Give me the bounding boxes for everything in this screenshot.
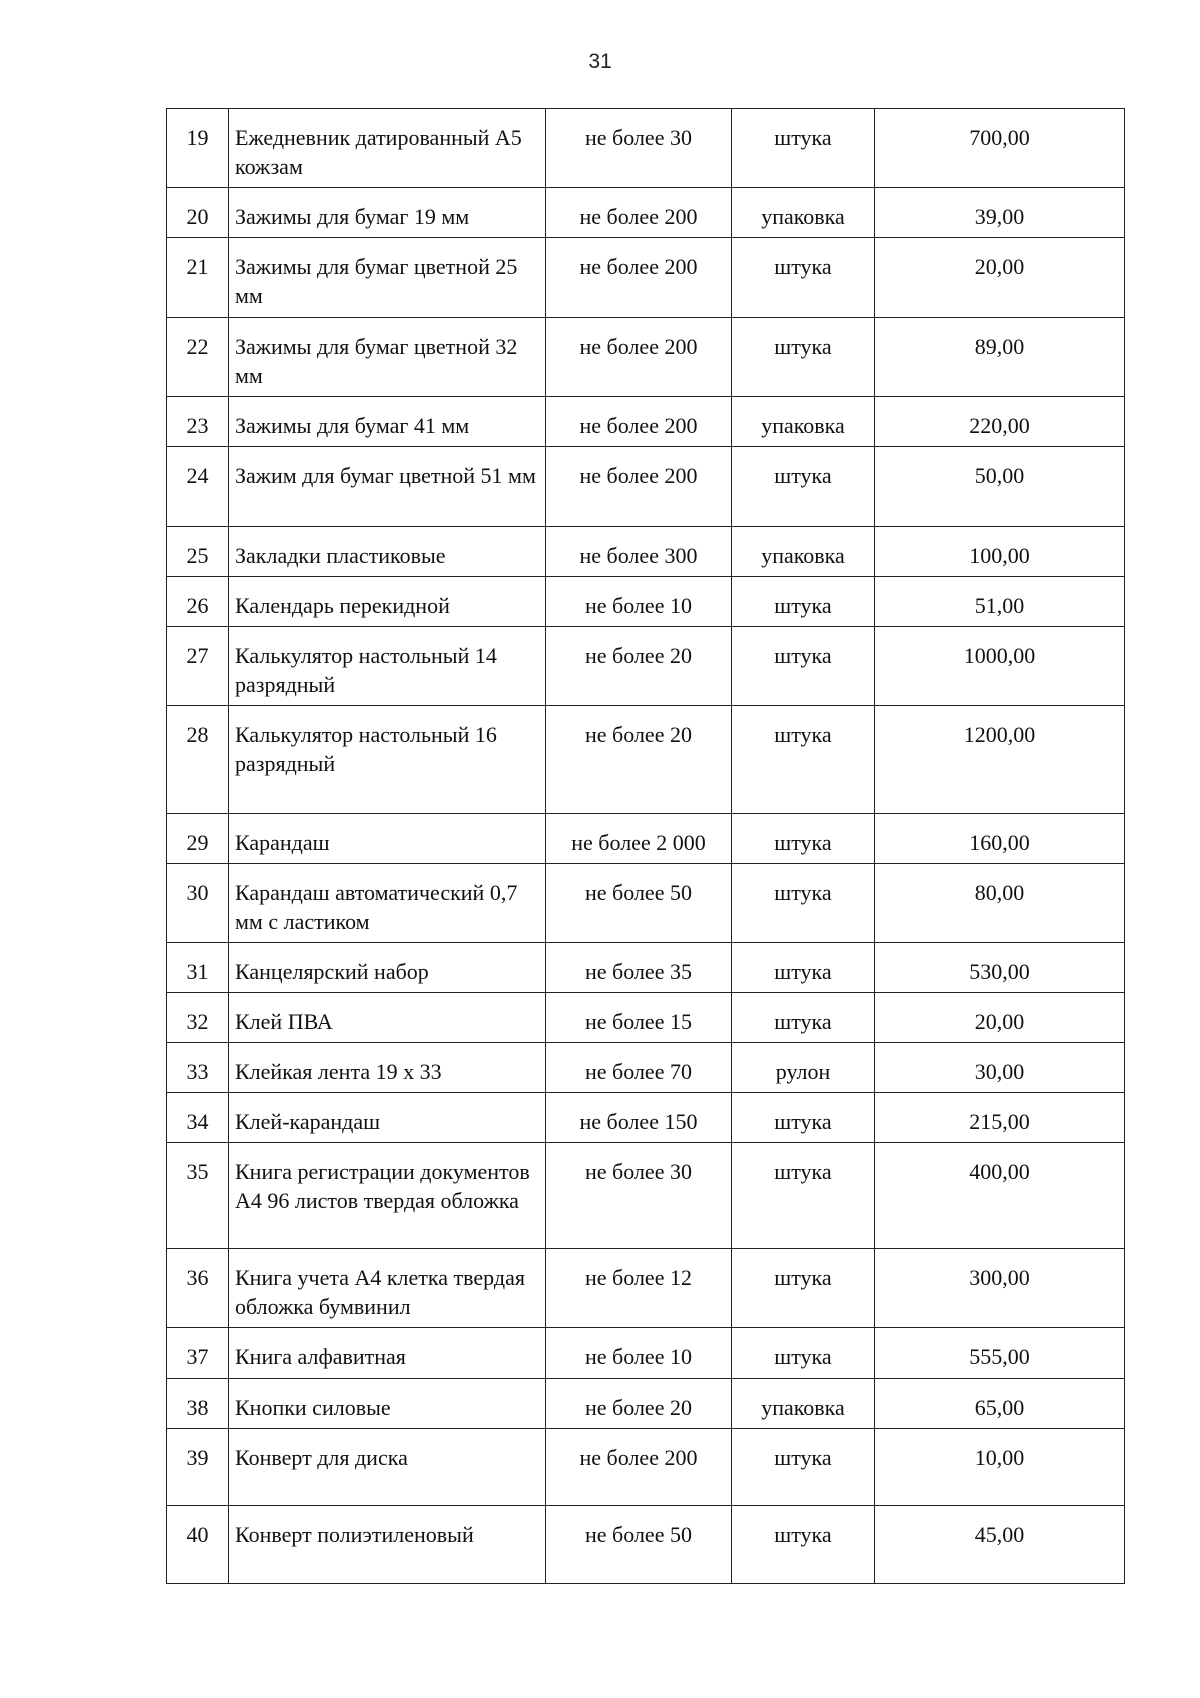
row-number: 34 <box>167 1093 229 1143</box>
item-price: 700,00 <box>875 109 1125 188</box>
item-name: Кнопки силовые <box>229 1379 546 1429</box>
table-row <box>167 527 1125 577</box>
table-row <box>167 577 1125 627</box>
table-row <box>167 1043 1125 1093</box>
row-number: 27 <box>167 627 229 706</box>
item-price: 89,00 <box>875 318 1125 397</box>
item-unit: рулон <box>732 1043 875 1093</box>
table-row <box>167 188 1125 238</box>
table-body <box>167 109 1125 1584</box>
item-price: 20,00 <box>875 993 1125 1043</box>
item-quantity: не более 15 <box>546 993 732 1043</box>
item-unit: штука <box>732 1143 875 1249</box>
item-unit: штука <box>732 238 875 318</box>
item-quantity: не более 20 <box>546 1379 732 1429</box>
item-unit: упаковка <box>732 527 875 577</box>
item-quantity: не более 30 <box>546 1143 732 1249</box>
item-quantity: не более 150 <box>546 1093 732 1143</box>
item-name: Книга регистрации документов А4 96 листов твердая обложка <box>229 1143 546 1249</box>
item-quantity: не более 200 <box>546 447 732 527</box>
item-price: 220,00 <box>875 397 1125 447</box>
item-price: 215,00 <box>875 1093 1125 1143</box>
item-unit: штука <box>732 627 875 706</box>
item-name: Калькулятор настольный 16 разрядный <box>229 706 546 814</box>
page-number: 31 <box>588 50 612 73</box>
table-row <box>167 397 1125 447</box>
item-price: 51,00 <box>875 577 1125 627</box>
item-unit: упаковка <box>732 188 875 238</box>
item-quantity: не более 12 <box>546 1249 732 1328</box>
item-quantity: не более 50 <box>546 864 732 943</box>
item-quantity: не более 200 <box>546 188 732 238</box>
item-name: Конверт полиэтиленовый <box>229 1506 546 1584</box>
row-number: 21 <box>167 238 229 318</box>
row-number: 31 <box>167 943 229 993</box>
item-price: 100,00 <box>875 527 1125 577</box>
item-quantity: не более 300 <box>546 527 732 577</box>
item-quantity: не более 200 <box>546 397 732 447</box>
item-name: Книга учета А4 клетка твердая обложка бумвинил <box>229 1249 546 1328</box>
item-quantity: не более 20 <box>546 627 732 706</box>
item-quantity: не более 30 <box>546 109 732 188</box>
item-price: 10,00 <box>875 1429 1125 1506</box>
item-name: Конверт для диска <box>229 1429 546 1506</box>
item-quantity: не более 200 <box>546 318 732 397</box>
row-number: 19 <box>167 109 229 188</box>
item-unit: штука <box>732 993 875 1043</box>
row-number: 36 <box>167 1249 229 1328</box>
item-price: 45,00 <box>875 1506 1125 1584</box>
row-number: 26 <box>167 577 229 627</box>
item-quantity: не более 10 <box>546 1328 732 1379</box>
table-row <box>167 318 1125 397</box>
item-unit: штука <box>732 814 875 864</box>
item-name: Карандаш автоматический 0,7 мм с ластиком <box>229 864 546 943</box>
row-number: 33 <box>167 1043 229 1093</box>
item-name: Карандаш <box>229 814 546 864</box>
item-quantity: не более 2 000 <box>546 814 732 864</box>
table-row <box>167 864 1125 943</box>
table-row <box>167 814 1125 864</box>
table-row <box>167 1249 1125 1328</box>
item-price: 20,00 <box>875 238 1125 318</box>
item-name: Клей ПВА <box>229 993 546 1043</box>
item-unit: штука <box>732 318 875 397</box>
item-price: 80,00 <box>875 864 1125 943</box>
row-number: 40 <box>167 1506 229 1584</box>
row-number: 35 <box>167 1143 229 1249</box>
item-name: Клей-карандаш <box>229 1093 546 1143</box>
item-name: Калькулятор настольный 14 разрядный <box>229 627 546 706</box>
item-price: 50,00 <box>875 447 1125 527</box>
item-unit: штука <box>732 943 875 993</box>
table-row <box>167 1328 1125 1379</box>
item-name: Книга алфавитная <box>229 1328 546 1379</box>
row-number: 32 <box>167 993 229 1043</box>
item-price: 400,00 <box>875 1143 1125 1249</box>
item-name: Зажимы для бумаг 19 мм <box>229 188 546 238</box>
table-row <box>167 943 1125 993</box>
item-name: Закладки пластиковые <box>229 527 546 577</box>
item-unit: штука <box>732 109 875 188</box>
item-unit: упаковка <box>732 1379 875 1429</box>
item-unit: штука <box>732 1328 875 1379</box>
item-name: Календарь перекидной <box>229 577 546 627</box>
row-number: 39 <box>167 1429 229 1506</box>
row-number: 23 <box>167 397 229 447</box>
row-number: 20 <box>167 188 229 238</box>
item-price: 530,00 <box>875 943 1125 993</box>
item-unit: штука <box>732 864 875 943</box>
item-unit: штука <box>732 1506 875 1584</box>
table-row <box>167 627 1125 706</box>
item-name: Клейкая лента 19 х 33 <box>229 1043 546 1093</box>
item-price: 30,00 <box>875 1043 1125 1093</box>
item-price: 300,00 <box>875 1249 1125 1328</box>
row-number: 25 <box>167 527 229 577</box>
item-quantity: не более 35 <box>546 943 732 993</box>
row-number: 28 <box>167 706 229 814</box>
table-row <box>167 706 1125 814</box>
table-row <box>167 447 1125 527</box>
item-unit: штука <box>732 706 875 814</box>
item-quantity: не более 20 <box>546 706 732 814</box>
table-row <box>167 1143 1125 1249</box>
row-number: 29 <box>167 814 229 864</box>
table-row <box>167 109 1125 188</box>
item-unit: штука <box>732 1093 875 1143</box>
table-row <box>167 1093 1125 1143</box>
item-unit: штука <box>732 1429 875 1506</box>
row-number: 22 <box>167 318 229 397</box>
row-number: 38 <box>167 1379 229 1429</box>
item-unit: штука <box>732 577 875 627</box>
item-name: Ежедневник датированный А5 кожзам <box>229 109 546 188</box>
supplies-table <box>166 108 1125 1584</box>
item-quantity: не более 10 <box>546 577 732 627</box>
table-row <box>167 238 1125 318</box>
row-number: 30 <box>167 864 229 943</box>
item-quantity: не более 200 <box>546 238 732 318</box>
item-name: Зажим для бумаг цветной 51 мм <box>229 447 546 527</box>
item-quantity: не более 70 <box>546 1043 732 1093</box>
item-name: Канцелярский набор <box>229 943 546 993</box>
item-price: 1000,00 <box>875 627 1125 706</box>
item-name: Зажимы для бумаг цветной 25 мм <box>229 238 546 318</box>
item-unit: штука <box>732 447 875 527</box>
item-quantity: не более 50 <box>546 1506 732 1584</box>
item-price: 555,00 <box>875 1328 1125 1379</box>
item-price: 160,00 <box>875 814 1125 864</box>
table-row <box>167 1379 1125 1429</box>
item-price: 1200,00 <box>875 706 1125 814</box>
item-price: 65,00 <box>875 1379 1125 1429</box>
item-name: Зажимы для бумаг цветной 32 мм <box>229 318 546 397</box>
item-price: 39,00 <box>875 188 1125 238</box>
item-quantity: не более 200 <box>546 1429 732 1506</box>
item-unit: штука <box>732 1249 875 1328</box>
item-name: Зажимы для бумаг 41 мм <box>229 397 546 447</box>
table-row <box>167 1506 1125 1584</box>
item-unit: упаковка <box>732 397 875 447</box>
table-row <box>167 993 1125 1043</box>
row-number: 24 <box>167 447 229 527</box>
row-number: 37 <box>167 1328 229 1379</box>
table-row <box>167 1429 1125 1506</box>
